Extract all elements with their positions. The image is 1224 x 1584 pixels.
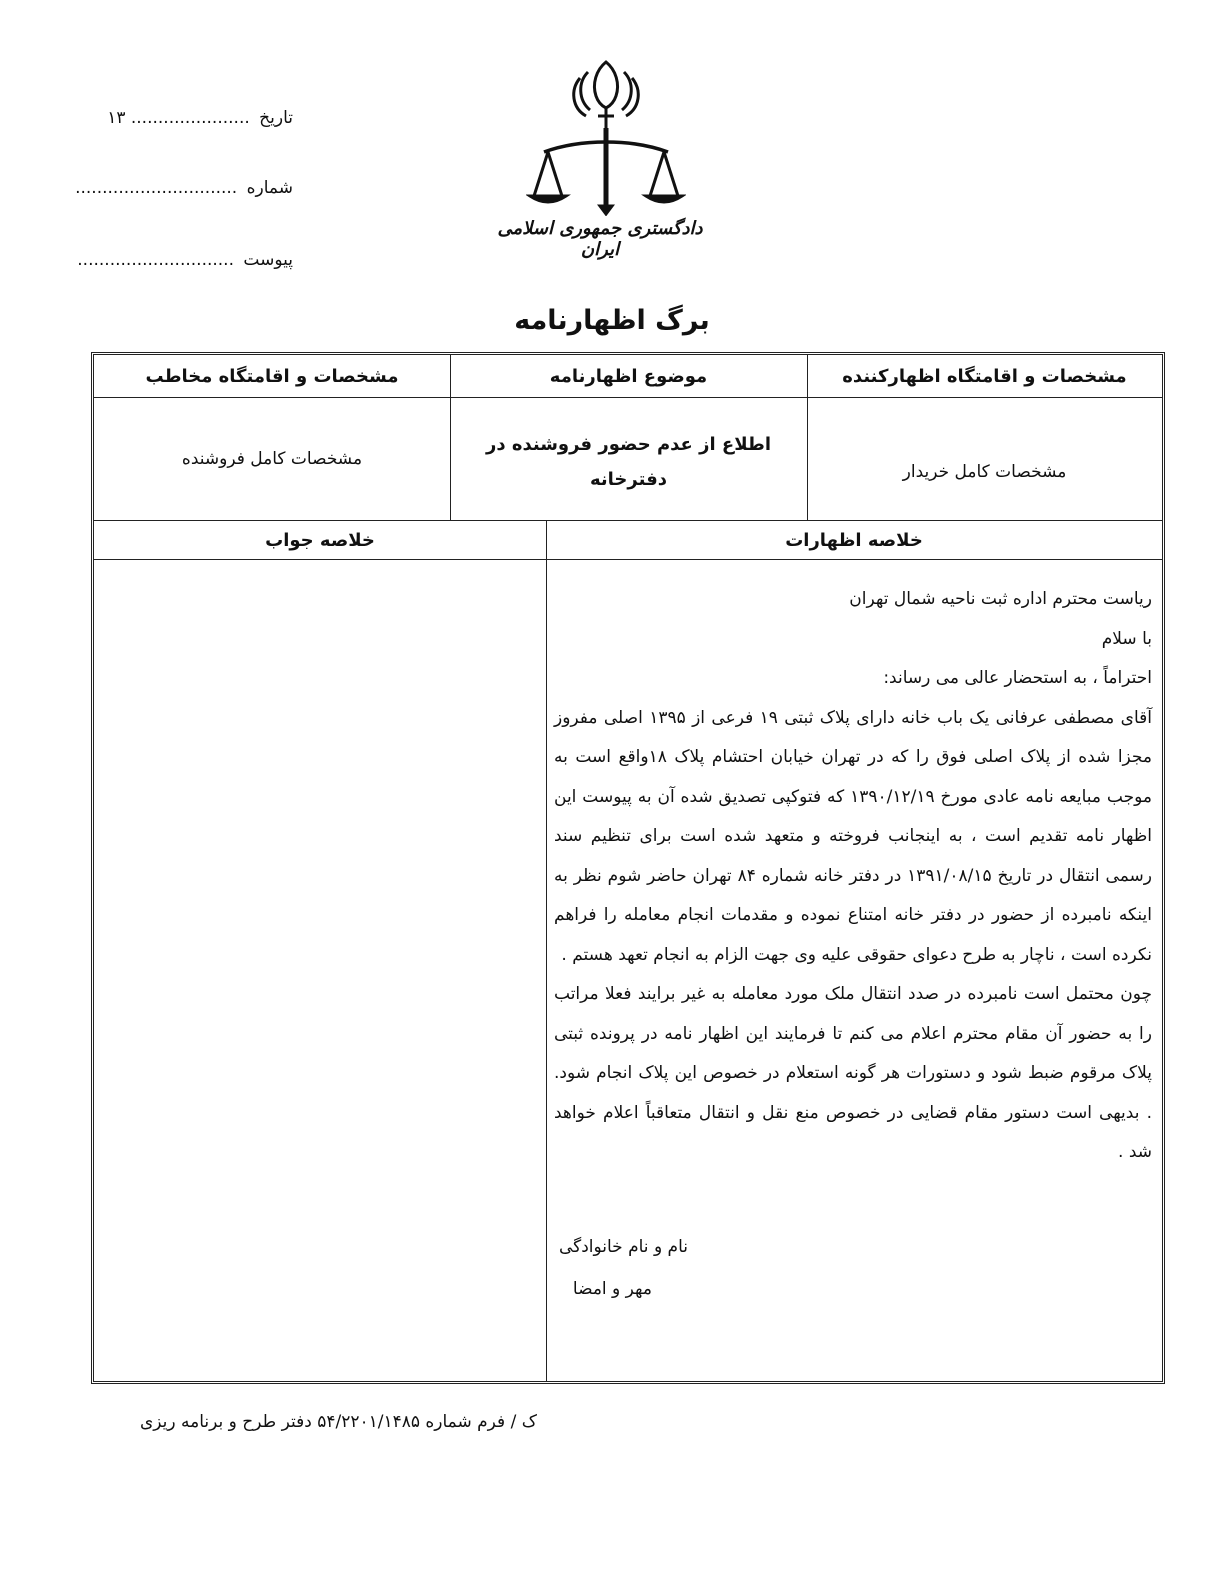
emblem-caption: دادگستری جمهوری اسلامی ایران [497,218,703,260]
subject-value [450,427,807,497]
number-dots: .............................. [75,178,238,198]
date-value: ۱۳ [107,108,126,128]
number-label: شماره [246,178,293,198]
date-dots: ...................... [130,108,250,128]
summary-header-divider [94,559,1162,560]
form-footer: ک / فرم شماره ۵۴/۲۲۰۱/۱۴۸۵ دفتر طرح و برنامه ریزی [140,1412,537,1432]
statement-paragraph-1: آقای مصطفی عرفانی یک باب خانه دارای پلاک ثبتی ۱۹ فرعی از ۱۳۹۵ اصلی مفروز مجزا شده از پلاک اصلی فوق را که در تهران خیابان احتشام پلاک ۱۸واقع است به موجب مبایعه نامه عادی مورخ ۱۳۹۰/۱۲/۱۹ که فتوکپی تصدیق شده آن به پیوست این اظهار نامه تقدیم است ، به اینجانب فروخته و متعهد شده است برای تنظیم سند رسمی انتقال در تاریخ ۱۳۹۱/۰۸/۱۵ در دفتر خانه شماره ۸۴ تهران حاضر شوم نظر به اینکه نامبرده از حضور در دفتر خانه امتناع نموده و مقدمات انجام معامله را فراهم نکرده است ، ناچار به طرح دعوای حقوقی علیه وی جهت الزام به انجام تعهد هستم . [554,707,1152,965]
subject-line-1: اطلاع از عدم حضور فروشنده در [485,434,772,455]
statement-body [554,580,1152,1173]
statement-recipient: ریاست محترم اداره ثبت ناحیه شمال تهران [849,589,1152,609]
subject-line-2: دفترخانه [590,469,667,490]
declaration-form-table [91,352,1165,1384]
form-title: برگ اظهارنامه [514,305,710,336]
subject-header: موضوع اظهارنامه [549,366,708,387]
number-field [75,178,293,198]
seal-signature-label: مهر و امضا [572,1279,652,1299]
declarant-header: مشخصات و اقامتگاه اظهارکننده [842,366,1127,387]
date-field [107,108,293,128]
statement-paragraph-2: چون محتمل است نامبرده در صدد انتقال ملک مورد معامله به غیر برایند فعلا مراتب را به حضور آن مقام محترم اعلام می کنم تا فرمایند این اظهار نامه در پرونده ثبتی پلاک مرقوم ضبط شود و دستورات هر گونه استعلام در خصوص این پلاک انجام شود. . بدیهی است دستور مقام قضایی در خصوص منع نقل و انتقال متعاقباً اعلام خواهد شد . [554,984,1152,1162]
date-label: تاریخ [259,108,293,128]
addressee-header: مشخصات و اقامتگاه مخاطب [145,366,399,387]
attachment-label: پیوست [243,250,293,270]
reply-header: خلاصه جواب [265,530,375,551]
attachment-dots: ............................. [77,250,234,270]
declarant-value: مشخصات کامل خریدار [902,462,1067,482]
judiciary-emblem-icon [526,56,686,216]
statement-greeting: با سلام [1101,628,1152,649]
statement-intro: احتراماً ، به استحضار عالی می رساند: [883,668,1152,688]
summary-col-divider [546,520,547,1381]
name-label: نام و نام خانوادگی [558,1237,688,1257]
attachment-field [77,250,293,270]
addressee-value: مشخصات کامل فروشنده [181,449,363,469]
statements-header: خلاصه اظهارات [785,530,923,551]
header-row-divider [94,397,1162,398]
